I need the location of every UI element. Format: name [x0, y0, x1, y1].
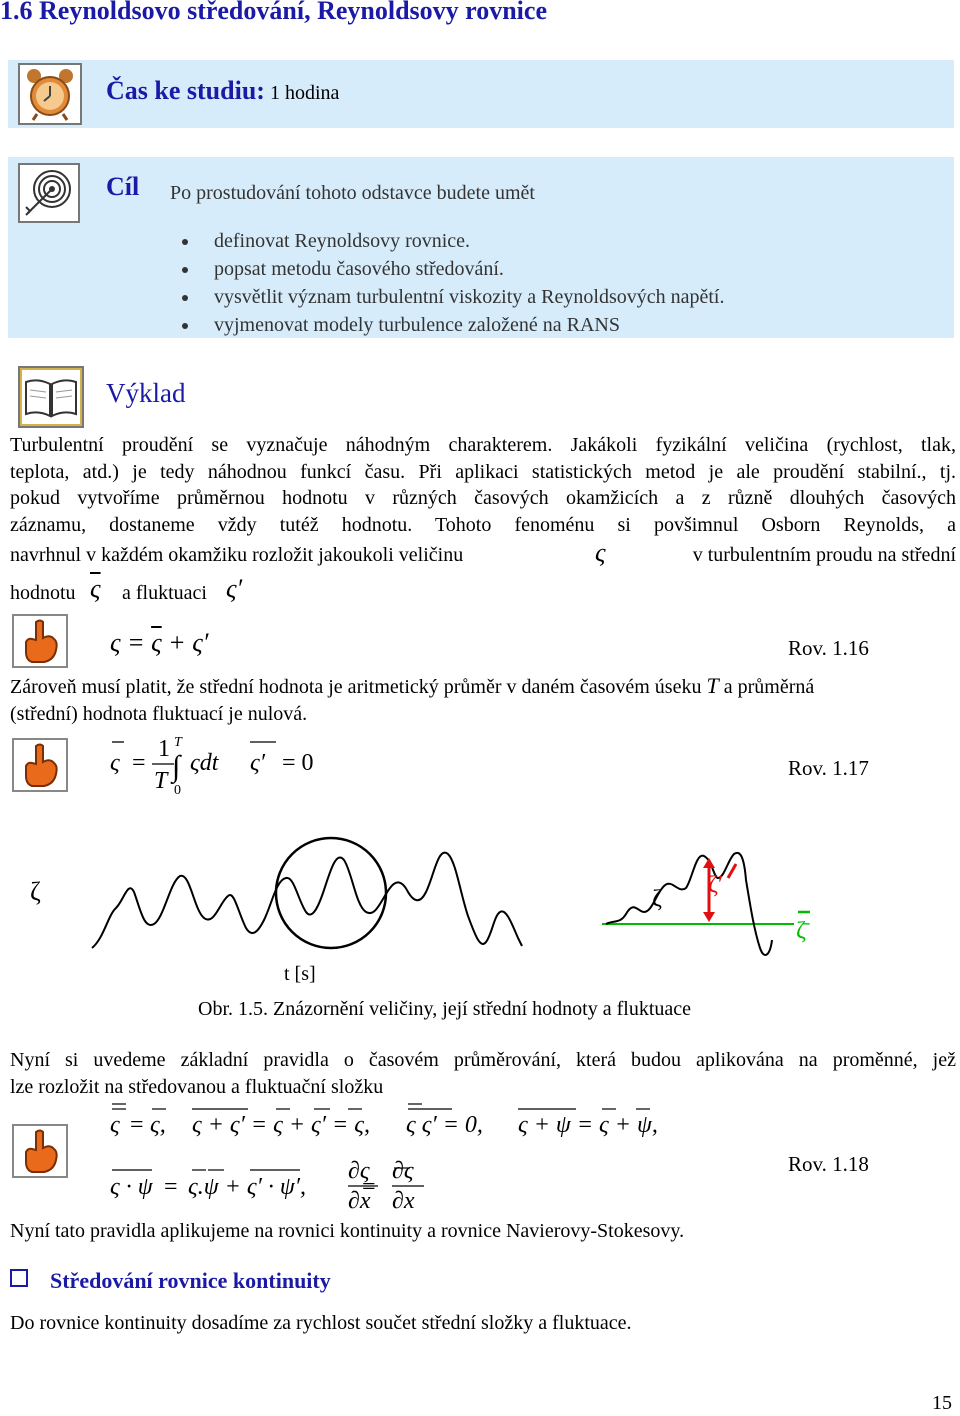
figure-y-symbol: ζ	[30, 877, 41, 906]
study-time	[106, 78, 339, 106]
equation-1-16: $\varsigma = \overline{\varsigma} + \varsigma'$	[110, 628, 209, 657]
svg-text:T: T	[154, 768, 168, 794]
goal-bullet-item: • popsat metodu časového středování.	[200, 255, 724, 283]
pointing-hand-icon	[12, 614, 68, 668]
eq-1-16-label: Rov. 1.16	[788, 636, 869, 660]
svg-text:ς′: ς′	[250, 750, 265, 776]
paragraph-2	[10, 673, 956, 727]
figure-zeta-prime: ζ′	[708, 872, 724, 898]
eq-1-18-label: Rov. 1.18	[788, 1152, 869, 1176]
p2-line-1: Zároveň musí platit, že střední hodnota je aritmetický průměr v daném časovém úseku	[10, 676, 702, 698]
svg-text:=: =	[362, 1174, 376, 1200]
svg-text:ς ς′ = 0,: ς ς′ = 0,	[406, 1112, 483, 1138]
svg-text:ςdt: ςdt	[190, 750, 219, 776]
paragraph-1	[10, 432, 956, 610]
figure-zeta: ζ	[652, 886, 662, 912]
svg-text:∂ς: ∂ς	[348, 1158, 370, 1184]
svg-text:ς + ψ = ς + ψ,: ς + ψ = ς + ψ,	[518, 1112, 658, 1138]
zeta-symbol: ς	[595, 538, 606, 567]
svg-text:ς · ψ: ς · ψ	[110, 1174, 153, 1200]
explanation-label: Výklad	[106, 378, 186, 408]
figure-zeta-bar: ζ̄	[796, 918, 806, 944]
page-number: 15	[932, 1392, 952, 1414]
p1-line-5-row	[10, 538, 956, 570]
svg-text:=: =	[132, 750, 146, 776]
open-book-icon	[18, 366, 84, 428]
svg-text:0: 0	[174, 783, 181, 798]
p2-var-t: T	[706, 673, 719, 698]
figure-x-label: t [s]	[284, 963, 316, 985]
svg-text:=: =	[130, 1112, 144, 1138]
p1-line-1: Turbulentní proudění se vyznačuje náhodným charakterem. Jakákoli fyzikální veličina (rychlost, tlak,	[10, 434, 956, 456]
p2-line-2: (střední) hodnota fluktuací je nulová.	[10, 702, 308, 725]
svg-text:∂ς: ∂ς	[392, 1158, 414, 1184]
p3-line-2: lze rozložit na středovanou a fluktuační složku	[10, 1075, 384, 1098]
target-icon	[18, 163, 80, 223]
p1-line-3: pokud vytvoříme průměrnou hodnotu v různých časových okamžicích a z různě dlouhých časových	[10, 487, 956, 509]
equation-1-17	[108, 730, 348, 800]
figure-1-5	[24, 820, 824, 990]
svg-text:1: 1	[158, 736, 170, 762]
subsection-title-text: Středování rovnice kontinuity	[50, 1268, 331, 1293]
p2-line-1b: a průměrná	[723, 676, 815, 698]
eq-1-17-label: Rov. 1.17	[788, 756, 869, 780]
goal-list	[178, 227, 724, 339]
svg-text:ς: ς	[110, 750, 120, 776]
figure-caption: Obr. 1.5. Znázornění veličiny, její střední hodnoty a fluktuace	[198, 998, 692, 1020]
paragraph-4: Nyní tato pravidla aplikujeme na rovnici kontinuity a rovnice Navierovy-Stokesovy.	[10, 1220, 685, 1242]
goal-bullet-item: • vyjmenovat modely turbulence založené na RANS	[200, 311, 724, 339]
svg-text:∂x: ∂x	[348, 1188, 371, 1214]
goal-bullets	[178, 227, 724, 339]
p1-line-4: záznamu, dostaneme vždy tutéž hodnotu. Tohoto fenoménu si povšimnul Osborn Reynolds, a	[10, 513, 956, 536]
svg-text:∂x: ∂x	[392, 1188, 415, 1214]
study-time-value: 1 hodina	[269, 82, 340, 104]
study-time-label: Čas ke studiu:	[106, 76, 265, 105]
paragraph-5: Do rovnice kontinuity dosadíme za rychlost součet střední složky a fluktuace.	[10, 1312, 632, 1334]
section-title: 1.6 Reynoldsovo středování, Reynoldsovy rovnice	[0, 0, 547, 25]
p3-line-1: Nyní si uvedeme základní pravidla o časovém průměrování, která budou aplikována na proměnné, jež	[10, 1049, 956, 1071]
p1-line-7: hodnotu	[10, 582, 76, 604]
svg-text:ς: ς	[110, 1112, 120, 1138]
goal-label: Cíl	[106, 172, 140, 201]
pointing-hand-icon	[12, 1124, 68, 1178]
p1-line-5: navrhnul v každém okamžiku rozložit jakoukoli veličinu	[10, 544, 464, 566]
svg-text:ς.ψ + ς′ · ψ′,: ς.ψ + ς′ · ψ′,	[188, 1174, 306, 1200]
svg-text:= 0: = 0	[282, 750, 314, 776]
alarm-clock-icon	[18, 63, 82, 125]
goal-bullet-item: • vysvětlit význam turbulentní viskozity a Reynoldsových napětí.	[200, 283, 724, 311]
svg-text:=: =	[164, 1174, 178, 1200]
p1-line-6: v turbulentním proudu na střední	[692, 544, 956, 566]
svg-text:ς,: ς,	[150, 1112, 166, 1138]
svg-text:∫: ∫	[172, 750, 181, 783]
svg-text:T: T	[174, 735, 182, 750]
checkbox-bullet-icon	[10, 1269, 28, 1287]
svg-text:ς + ς′ = ς + ς′ = ς,: ς + ς′ = ς + ς′ = ς,	[192, 1112, 370, 1138]
pointing-hand-icon	[12, 738, 68, 792]
paragraph-3	[10, 1047, 956, 1100]
p1-line-8: a fluktuaci	[122, 582, 207, 604]
zeta-bar-symbol: $\overline{\varsigma}$	[90, 574, 101, 603]
zeta-prime-symbol: ς′	[226, 574, 243, 603]
p1-line-2: teplota, atd.) je tedy náhodnou funkcí času. Při aplikaci statistických metod je ale proudění stabilní., tj.	[10, 460, 956, 483]
equation-1-18	[108, 1100, 708, 1220]
p1-line-7-row	[10, 570, 956, 610]
goal-intro: Po prostudování tohoto odstavce budete umět	[170, 182, 535, 204]
goal-bullet-item: • definovat Reynoldsovy rovnice.	[200, 227, 724, 255]
subsection-title	[10, 1268, 331, 1294]
